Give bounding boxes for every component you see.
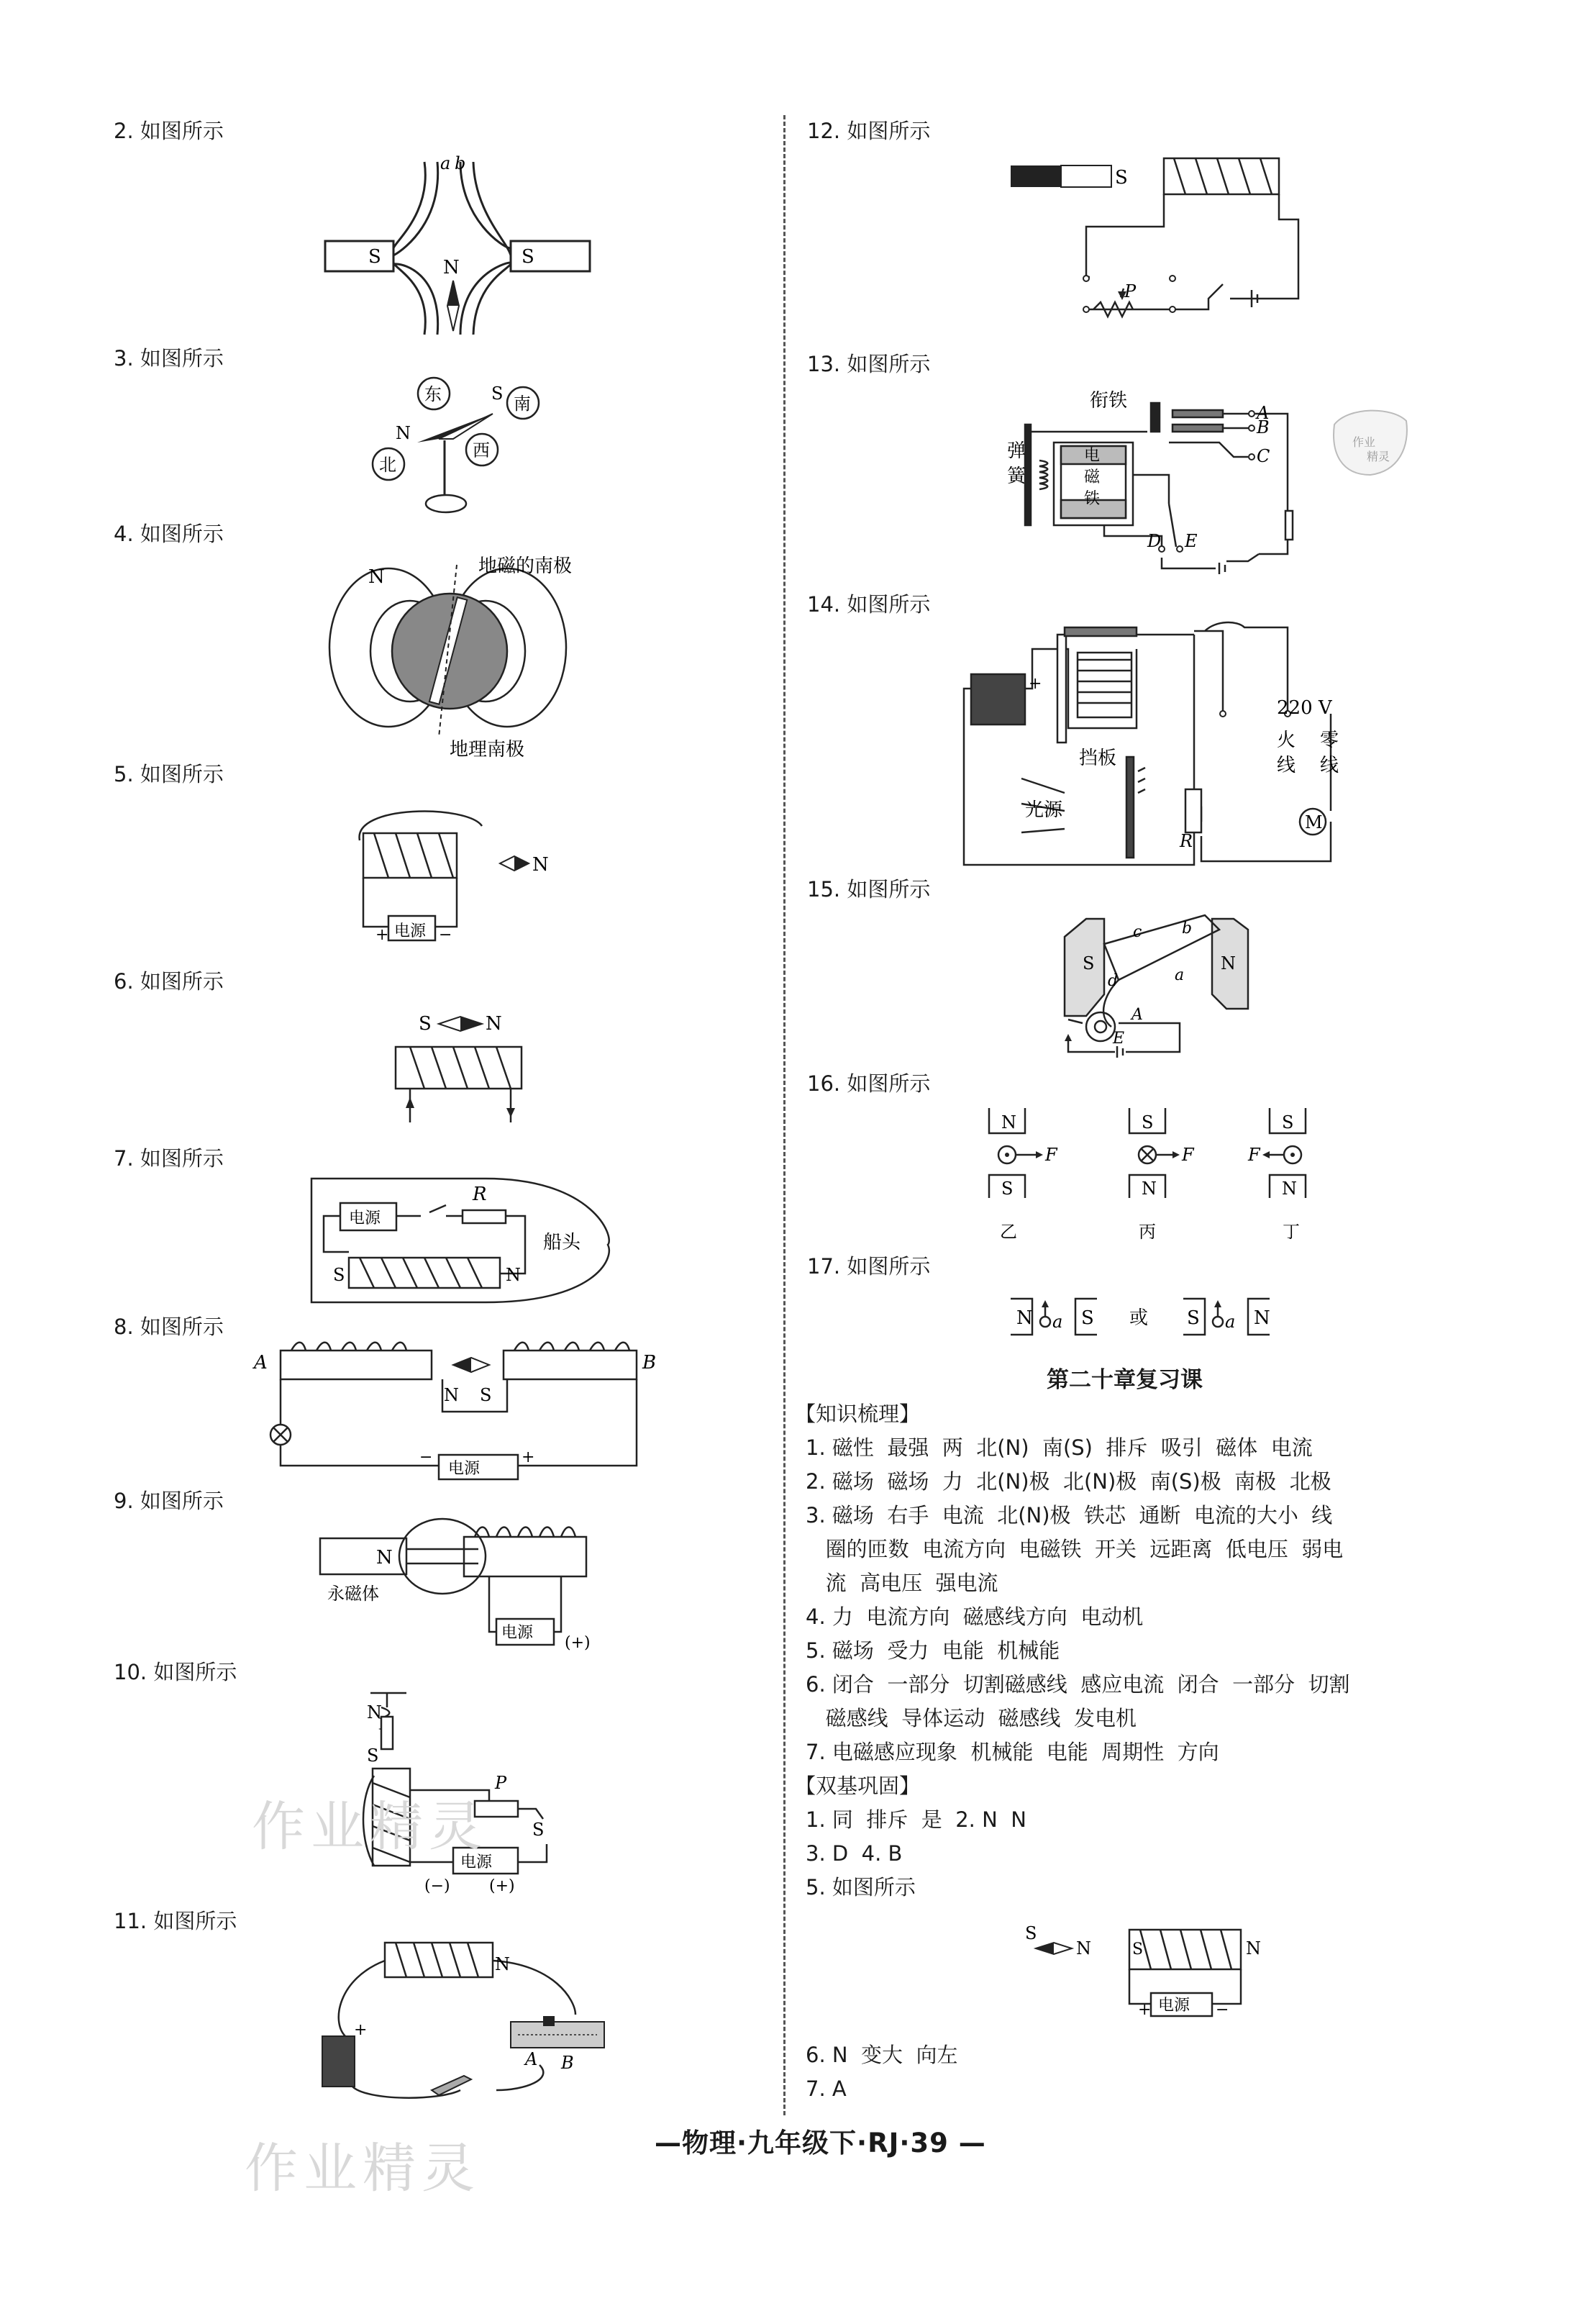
fig11-A: A [525,2049,538,2069]
fig17-S1: S [1081,1307,1094,1329]
fig7-S: S [333,1265,345,1285]
fig2-S-right: S [522,246,534,268]
section-knowledge: 【知识梳理】 [795,1402,921,1426]
figure-q12-circuit [1007,147,1309,342]
fig16-bing: 丙 [1139,1222,1156,1242]
q11-label: 11. 如图所示 [114,1909,237,1933]
fig6-N: N [486,1013,502,1035]
fig10-minus-paren: (−) [424,1877,450,1895]
fig3-S: S [491,383,504,404]
figure-q16-forces [982,1104,1342,1248]
fig13-B: B [1257,417,1270,437]
stamp-logo [1327,403,1413,482]
figure-basics5 [1021,1914,1288,2029]
fig6-S: S [419,1013,432,1035]
fig7-bow: 船头 [543,1232,581,1253]
fig13-spring2: 簧 [1007,466,1026,487]
fig5-power: 电源 [394,922,427,940]
fig10-P: P [495,1773,507,1793]
fig3-south: 南 [514,394,531,414]
figure-q15-motor [1054,901,1270,1063]
q13-label: 13. 如图所示 [807,352,931,376]
fig16-S1: S [1001,1179,1014,1199]
fig14-zero2: 线 [1320,755,1339,776]
answer-line-7: 5. 磁场 受力 电能 机械能 [806,1638,1060,1663]
column-divider [783,115,786,2115]
fb5-N: N [1076,1938,1091,1958]
fig15-S: S [1083,953,1095,973]
answer-line-1: 1. 磁性 最强 两 北(N) 南(S) 排斥 吸引 磁体 电流 [806,1435,1313,1460]
q16-label: 16. 如图所示 [807,1071,931,1096]
fig15-b: b [1182,920,1193,938]
fig11-plus: + [354,2021,368,2039]
answer-line-5: 流 高电压 强电流 [806,1571,998,1595]
q9-label: 9. 如图所示 [114,1489,224,1513]
fig5-plus: + [375,926,389,944]
fig13-C: C [1257,446,1270,466]
figure-q13-relay [1003,381,1320,590]
figure-q7-boat [306,1173,622,1309]
fig13-spring1: 弹 [1007,440,1026,462]
fb5-minus: − [1216,2001,1229,2019]
fig13-em1: 电 [1084,447,1101,465]
basics-line-2: 3. D 4. B [806,1841,903,1866]
fig15-a: a [1175,966,1185,984]
fig2-S-left: S [368,246,381,268]
fig14-fire2: 线 [1277,755,1296,776]
fig16-S2: S [1142,1112,1154,1133]
fig14-220v: 220 V [1277,697,1332,719]
fig16-N3: N [1282,1179,1297,1199]
fig8-minus: − [419,1448,433,1466]
fig11-B: B [561,2053,574,2073]
figure-q4-earth-field [302,547,619,763]
fig7-N: N [506,1265,521,1285]
fig13-armature: 衔铁 [1090,390,1128,412]
q2-label: 2. 如图所示 [114,119,224,143]
fig17-N1: N [1016,1307,1033,1329]
figure-q3-compass [352,367,568,522]
fig8-B: B [642,1352,657,1374]
fig8-power: 电源 [448,1460,481,1478]
fig3-west: 西 [473,440,490,460]
fig2-a: a [440,153,451,173]
fig17-a2: a [1225,1312,1236,1332]
fb5-plus: + [1138,2001,1152,2019]
basics-line-3: 5. 如图所示 [806,1875,916,1899]
fig13-A: A [1257,403,1270,423]
fig3-north: 北 [379,455,396,475]
fig10-plus-paren: (+) [489,1877,515,1895]
fig2-N: N [443,257,460,278]
fig14-zero1: 零 [1320,730,1339,751]
fig15-d: d [1108,972,1119,990]
q10-label: 10. 如图所示 [114,1660,237,1684]
basics-line-6: 6. N 变大 向左 [806,2043,958,2067]
answer-line-9: 磁感线 导体运动 磁感线 发电机 [806,1706,1137,1730]
answer-line-8: 6. 闭合 一部分 切割磁感线 感应电流 闭合 一部分 切割 [806,1672,1350,1697]
fig17-N2: N [1254,1307,1270,1329]
fig9-plus-paren: (+) [565,1634,591,1652]
figure-q17-poles [1003,1292,1306,1349]
q15-label: 15. 如图所示 [807,877,931,902]
fig14-M: M [1305,812,1323,832]
fig10-S2: S [532,1820,545,1840]
answer-line-6: 4. 力 电流方向 磁感线方向 电动机 [806,1604,1144,1629]
chapter-title: 第二十章复习课 [1047,1367,1203,1393]
figure-q5-solenoid [338,797,590,956]
fb5-power: 电源 [1158,1997,1190,2015]
svg-text:精灵: 精灵 [1367,450,1390,463]
fig10-N: N [367,1702,382,1722]
fig14-light: 光源 [1025,799,1063,821]
fig5-N: N [532,854,549,876]
fig9-N: N [376,1547,393,1569]
fig13-em2: 磁 [1084,468,1101,486]
section-basics: 【双基巩固】 [795,1774,921,1798]
figure-q14-light-control [957,620,1345,876]
fig7-power: 电源 [349,1209,381,1227]
fig2-b: b [455,153,466,173]
fig11-N: N [495,1954,510,1974]
fig8-S: S [480,1385,492,1405]
fig16-F2: F [1182,1145,1194,1165]
fig14-R: R [1180,831,1193,851]
figure-q11-circuit [309,1935,626,2108]
basics-line-1: 1. 同 排斥 是 2. N N [806,1807,1026,1832]
fig4-geo-south-mag: 地磁的南极 [478,555,573,577]
fig15-A: A [1131,1006,1143,1024]
page-footer: —物理·九年级下·RJ·39 — [655,2128,986,2159]
figure-q8-electromagnets [248,1340,665,1491]
q17-label: 17. 如图所示 [807,1254,931,1279]
fig14-plus: + [1029,675,1042,693]
fig7-R: R [473,1184,487,1205]
q8-label: 8. 如图所示 [114,1315,224,1339]
fig14-fire1: 火 [1277,730,1296,751]
q4-label: 4. 如图所示 [114,522,224,546]
q5-label: 5. 如图所示 [114,762,224,786]
watermark-mid: 作业精灵 [252,1796,488,1858]
fig12-S: S [1115,167,1128,189]
fig10-power: 电源 [460,1853,493,1871]
fig17-S2: S [1187,1307,1200,1329]
fig13-D: D [1147,531,1162,551]
fig8-A: A [254,1352,268,1374]
figure-q2-magnets [317,147,619,342]
fig5-minus: − [439,926,452,944]
fig15-E: E [1113,1030,1125,1048]
fig16-yi: 乙 [1000,1222,1017,1242]
fig12-P: P [1124,281,1137,301]
fig13-E: E [1185,531,1198,551]
fig16-ding: 丁 [1283,1222,1300,1242]
fig16-F1: F [1045,1145,1057,1165]
svg-text:作业: 作业 [1352,435,1376,449]
fig8-plus: + [522,1448,535,1466]
fig3-east: 东 [424,384,442,404]
fig16-N1: N [1001,1112,1016,1133]
answer-line-4: 圈的匝数 电流方向 电磁铁 开关 远距离 低电压 弱电 [806,1537,1344,1561]
fig3-N: N [396,423,411,443]
figure-q9-permanent [313,1510,615,1661]
answer-line-10: 7. 电磁感应现象 机械能 电能 周期性 方向 [806,1740,1219,1764]
fig9-permanent: 永磁体 [327,1584,379,1604]
fig16-N2: N [1142,1179,1157,1199]
basics-line-7: 7. A [806,2076,847,2101]
fig15-N: N [1221,953,1236,973]
figure-q6-solenoid [381,1004,547,1133]
fig15-c: c [1133,923,1142,941]
fig9-power: 电源 [501,1624,534,1642]
fig13-em3: 铁 [1084,490,1101,508]
fb5-N2: N [1246,1938,1261,1958]
fig4-geo-south: 地理南极 [450,739,525,761]
fb5-S2: S [1132,1941,1144,1958]
fig16-S3: S [1282,1112,1294,1133]
q12-label: 12. 如图所示 [807,119,931,143]
q14-label: 14. 如图所示 [807,592,931,617]
q7-label: 7. 如图所示 [114,1146,224,1171]
watermark-bottom: 作业精灵 [245,2138,481,2200]
fig8-N: N [444,1385,459,1405]
fig14-baffle: 挡板 [1079,748,1117,769]
answer-line-3: 3. 磁场 右手 电流 北(N)极 铁芯 通断 电流的大小 线 [806,1503,1333,1528]
q3-label: 3. 如图所示 [114,346,224,371]
fig17-a1: a [1052,1312,1063,1332]
fig4-N: N [368,566,385,588]
q6-label: 6. 如图所示 [114,969,224,994]
fig17-or: 或 [1129,1307,1149,1329]
fig10-S: S [367,1746,379,1766]
fb5-S: S [1025,1923,1037,1943]
fig16-F3: F [1248,1145,1260,1165]
answer-line-2: 2. 磁场 磁场 力 北(N)极 北(N)极 南(S)极 南极 北极 [806,1469,1331,1494]
